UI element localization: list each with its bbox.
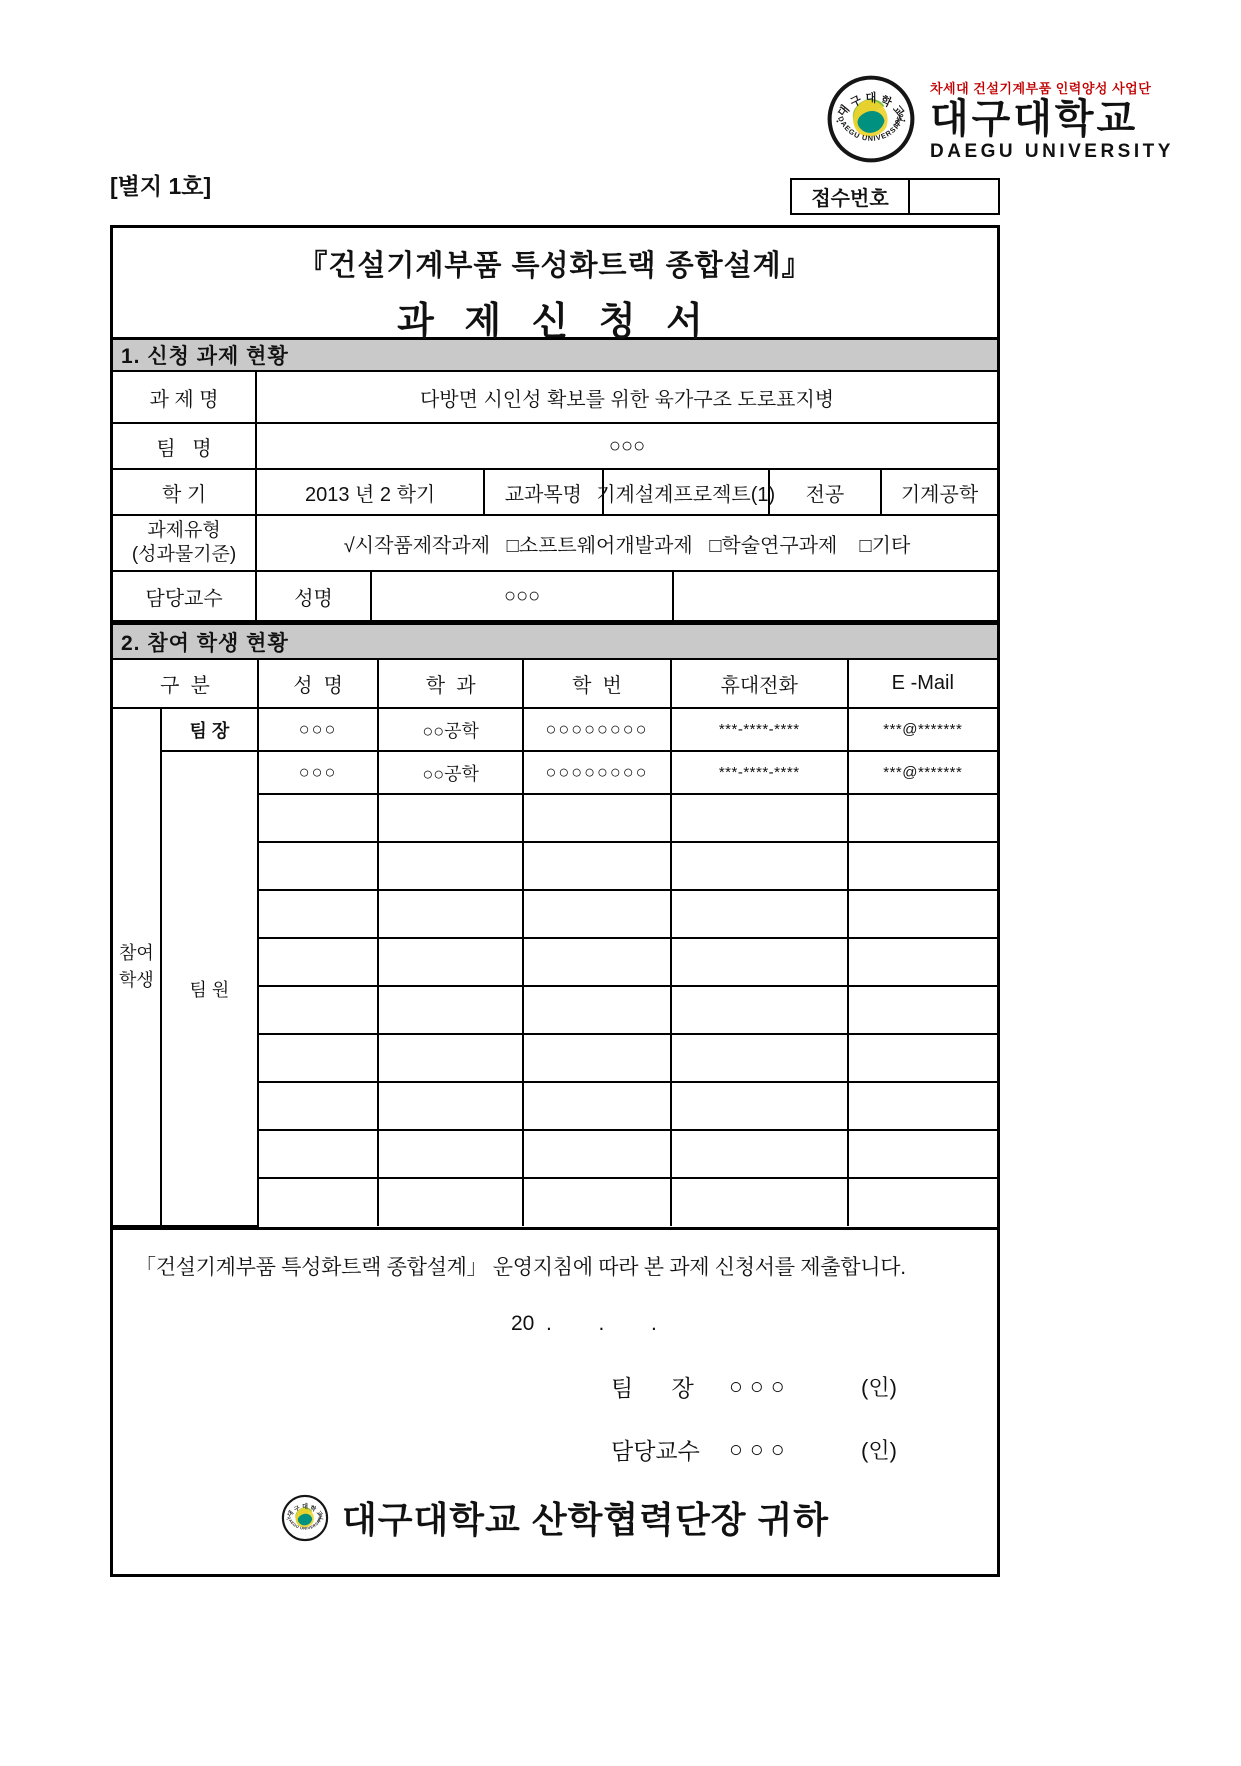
participant-phone: ***-****-**** — [671, 751, 848, 794]
university-seal-icon — [826, 74, 916, 164]
form-title-block — [113, 228, 997, 343]
participants-header-row — [113, 660, 997, 708]
project-type-options: √시작품제작과제 □소프트웨어개발과제 □학술연구과제 □기타 — [343, 534, 911, 557]
course-value: 기계설계프로젝트(1) — [604, 470, 770, 514]
advisor-signature-label: 담당교수 — [611, 1438, 700, 1464]
advisor-signature-name: ○○○ — [729, 1436, 792, 1462]
advisor-signature-row — [611, 1433, 953, 1466]
form-title: 『건설기계부품 특성화트랙 종합설계』 — [298, 250, 812, 282]
advisor-extra-cell — [674, 572, 997, 620]
university-logo — [826, 74, 1174, 164]
recipient-text: 대구대학교 산학협력단장 귀하 — [341, 1499, 830, 1540]
participant-email: ***@******* — [848, 708, 997, 751]
semester-row — [113, 470, 997, 516]
participant-name: ○○○ — [258, 708, 378, 751]
column-header-email: E -Mail — [848, 660, 997, 708]
team-name-row — [113, 424, 997, 470]
participant-phone: ***-****-**** — [671, 708, 848, 751]
column-header-department: 학 과 — [378, 660, 523, 708]
column-header-phone: 휴대전화 — [671, 660, 848, 708]
leader-signature-seal: (인) — [861, 1375, 897, 1400]
participant-department: ○○공학 — [378, 751, 523, 794]
leader-signature-name: ○○○ — [729, 1373, 792, 1399]
university-name-en: DAEGU UNIVERSITY — [930, 141, 1174, 162]
participant-student-id: ○○○○○○○○ — [523, 751, 671, 794]
receipt-number-label: 접수번호 — [792, 180, 910, 213]
participant-row-leader — [113, 708, 997, 751]
team-name-label: 팀 명 — [113, 424, 257, 468]
section2-heading: 2. 참여 학생 현황 — [113, 622, 997, 660]
section1-heading: 1. 신청 과제 현황 — [113, 337, 997, 372]
participant-email: ***@******* — [848, 751, 997, 794]
semester-value: 2013 년 2 학기 — [257, 470, 485, 514]
advisor-row — [113, 572, 997, 622]
column-header-division: 구 분 — [113, 660, 258, 708]
participant-student-id: ○○○○○○○○ — [523, 708, 671, 751]
leader-role-label: 팀 장 — [161, 708, 258, 751]
member-role-label: 팀 원 — [161, 751, 258, 1226]
form-subtitle: 과 제 신 청 서 — [397, 301, 713, 343]
university-logotype — [930, 74, 1174, 163]
receipt-number-value — [910, 180, 998, 213]
signature-section — [113, 1227, 997, 1577]
major-value: 기계공학 — [900, 483, 979, 506]
semester-label: 학 기 — [113, 470, 257, 514]
participant-row-member — [113, 751, 997, 794]
team-name-value: ○○○ — [608, 434, 646, 457]
project-type-label: 과제유형 (성과물기준) — [113, 516, 257, 570]
course-label: 교과목명 — [485, 470, 603, 514]
leader-signature-label: 팀 장 — [611, 1375, 694, 1401]
project-name-row — [113, 372, 997, 424]
project-type-row — [113, 516, 997, 572]
university-name-kr: 대구대학교 — [930, 97, 1139, 141]
participants-group-label: 참여 학생 — [113, 708, 161, 1226]
program-tagline: 차세대 건설기계부품 인력양성 사업단 — [930, 81, 1152, 96]
advisor-name-value: ○○○ — [372, 572, 674, 620]
major-label: 전공 — [770, 470, 882, 514]
project-name-value: 다방면 시인성 확보를 위한 육가구조 도로표지병 — [419, 388, 835, 411]
form-body — [110, 225, 1000, 1577]
university-seal-icon — [281, 1494, 329, 1542]
submission-statement: 「건설기계부품 특성화트랙 종합설계」 운영지침에 따라 본 과제 신청서를 제출합니다. — [135, 1256, 906, 1279]
advisor-name-label: 성명 — [257, 572, 372, 620]
receipt-number-box — [790, 178, 1000, 215]
advisor-label: 담당교수 — [113, 572, 257, 620]
participants-table — [113, 660, 997, 1227]
leader-signature-row — [611, 1370, 953, 1403]
participant-department: ○○공학 — [378, 708, 523, 751]
date-line: 20 . . . — [511, 1312, 657, 1335]
recipient-line — [113, 1492, 997, 1543]
advisor-signature-seal: (인) — [861, 1438, 897, 1463]
participant-name: ○○○ — [258, 751, 378, 794]
column-header-name: 성 명 — [258, 660, 378, 708]
project-name-label: 과 제 명 — [113, 372, 257, 422]
column-header-student-id: 학 번 — [523, 660, 671, 708]
form-reference-label: [별지 1호] — [110, 173, 212, 199]
